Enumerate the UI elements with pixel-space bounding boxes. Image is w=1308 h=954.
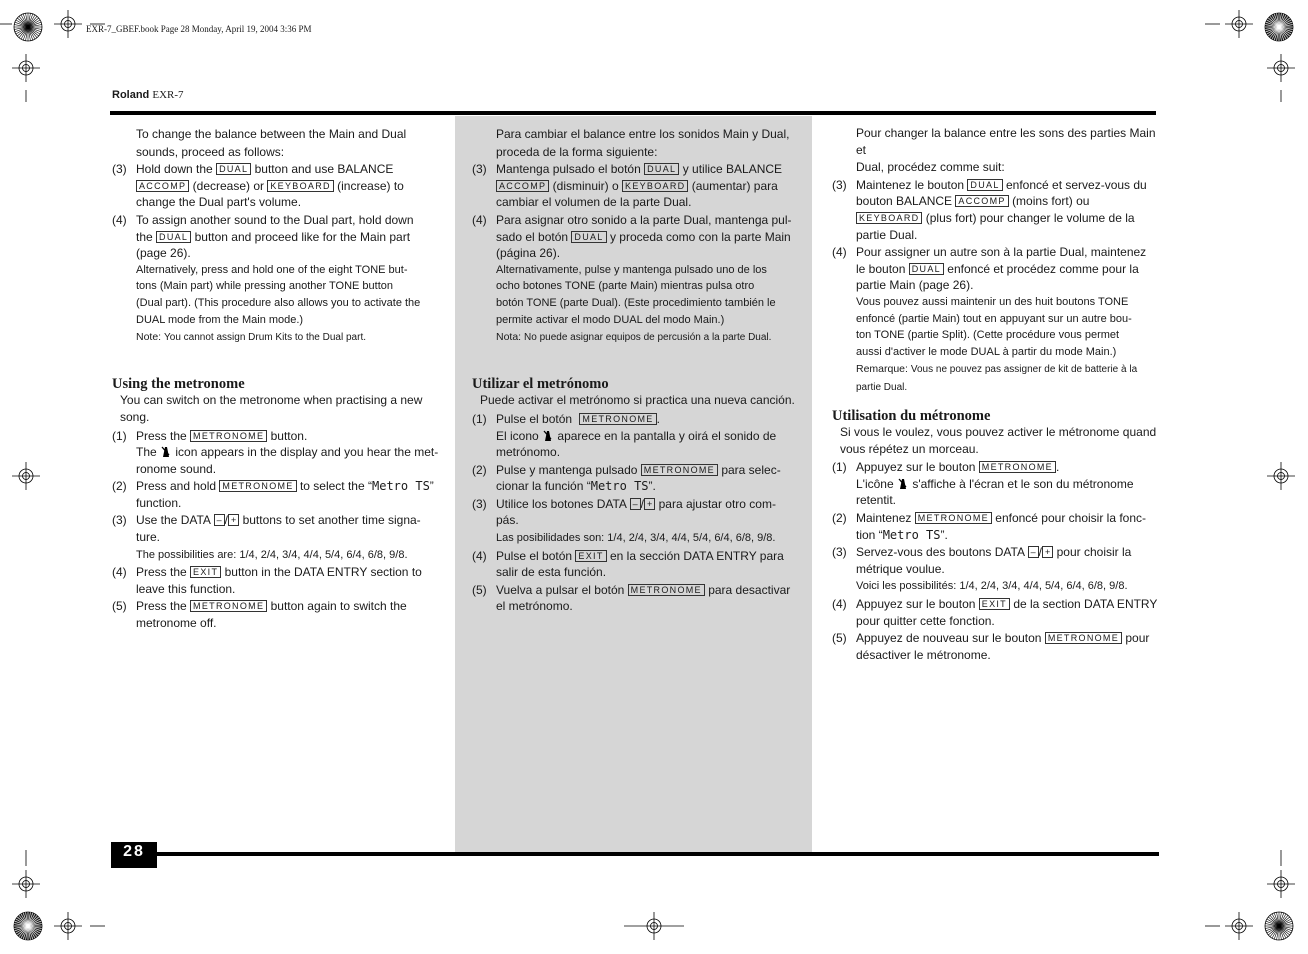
sunburst-ray [1270, 926, 1279, 937]
exit-button: EXIT [190, 566, 221, 578]
sunburst-ray [15, 926, 28, 931]
registration-mark [12, 870, 40, 898]
sunburst-ray [17, 917, 28, 926]
sunburst-ray [1272, 914, 1279, 926]
sunburst-ray [26, 912, 28, 926]
page-header [112, 89, 184, 101]
sunburst-ray [23, 27, 28, 40]
step-3-metronome: (3) Use the DATA – / + buttons to set another time signa- ture. [112, 513, 421, 545]
french-column [832, 125, 1162, 663]
plus-button: + [228, 514, 239, 526]
registration-mark [1267, 54, 1295, 82]
step-1-metronome: (1) Appuyez sur le bouton METRONOME . [832, 460, 1060, 475]
sunburst-ray [1274, 926, 1279, 939]
registration-mark [12, 54, 40, 82]
alternative-text: Alternatively, press and hold one of the eight TONE but- tons (Main part) while pressing another TONE button (Dual part). (This procedure also allows you to activate the DUAL mode from the Main mode.) [136, 263, 421, 326]
sunburst-ray [1279, 27, 1293, 29]
sunburst-ray [26, 926, 28, 940]
sunburst-ray [1279, 912, 1281, 926]
sunburst-ray [1274, 913, 1279, 926]
sunburst-ray [1279, 18, 1290, 27]
footer-rule [157, 852, 1159, 856]
sunburst-ray [1268, 926, 1279, 935]
metronome-icon [160, 445, 172, 458]
step-2-metronome: (2) Maintenez METRONOME enfoncé pour choisir la fonc- tion “Metro TS”. [832, 511, 1147, 542]
sunburst-ray [1279, 926, 1291, 933]
intro-line: Pour changer la balance entre les sons des parties Main et [856, 126, 1156, 157]
sunburst-ray [28, 27, 39, 36]
metronome-button: METRONOME [628, 584, 705, 596]
sunburst-ray [1279, 926, 1288, 937]
registration-mark [624, 912, 684, 940]
sunburst-ray [28, 27, 37, 38]
intro-line: sounds, proceed as follows: [136, 144, 285, 159]
step-5-metronome: (5) Vuelva a pulsar el botón METRONOME para desactivar el metrónomo. [472, 582, 791, 614]
sunburst-ray [28, 912, 30, 926]
sunburst-ray [28, 919, 40, 926]
sunburst-ray [28, 27, 42, 29]
sunburst-ray [28, 27, 40, 34]
section-heading: Utilizar el metrónomo [472, 375, 609, 392]
sunburst-ray [26, 27, 28, 41]
sunburst-ray [1266, 921, 1279, 926]
sunburst-ray [1279, 27, 1284, 40]
section-heading: Using the metronome [112, 375, 245, 392]
step-1-detail: El icono aparece en la pantalla y oirá el sonido de metrónomo. [496, 428, 777, 460]
sunburst-ray [1279, 926, 1281, 940]
step-2-metronome: (2) Press and hold METRONOME to select the “Metro TS” function. [112, 479, 434, 510]
possibilities: Voici les possibilités: 1/4, 2/4, 3/4, 4/4, 5/4, 6/4, 6/8, 9/8. [856, 580, 1128, 593]
sunburst-ray [1279, 919, 1291, 926]
step-3-dual: (3) Mantenga pulsado el botón DUAL y utilice BALANCE ACCOMP (disminuir) o KEYBOARD (aumentar) para cambiar el volumen de la parte Dual. [472, 162, 783, 210]
registration-mark [54, 10, 82, 38]
sunburst-ray [1268, 917, 1279, 926]
sunburst-ray [1267, 20, 1279, 27]
exit-button: EXIT [979, 598, 1010, 610]
sunburst-ray [28, 926, 33, 939]
dual-button: DUAL [909, 263, 944, 275]
sunburst-ray [14, 926, 28, 928]
sunburst-ray [1267, 926, 1279, 933]
sunburst-ray [28, 18, 39, 27]
sunburst-ray [1279, 22, 1292, 27]
sunburst-ray [14, 25, 28, 27]
metronome-button: METRONOME [190, 430, 267, 442]
step-2-metronome: (2) Pulse y mantenga pulsado METRONOME para selec- cionar la función “Metro TS”. [472, 462, 781, 494]
sunburst-ray [1272, 27, 1279, 39]
sunburst-ray [17, 27, 28, 36]
keyboard-button: KEYBOARD [267, 180, 333, 192]
step-3-dual: (3) Hold down the DUAL button and use BALANCE ACCOMP (decrease) or KEYBOARD (increase) to change the Dual part's volume. [112, 162, 404, 210]
step-3-metronome: (3) Utilice los botones DATA – / + para ajustar otro com- pás. [472, 496, 776, 528]
accomp-button: ACCOMP [496, 180, 549, 192]
step-5-metronome: (5) Appuyez de nouveau sur le bouton METRONOME pour désactiver le métronome. [832, 631, 1150, 662]
sunburst-ray [1279, 926, 1284, 939]
sunburst-ray [15, 22, 28, 27]
sunburst-bottom-left [14, 912, 42, 940]
sunburst-ray [28, 22, 41, 27]
sunburst-ray [28, 15, 35, 27]
header-rule [110, 111, 1156, 115]
plus-button: + [1042, 546, 1053, 558]
metronome-button: METRONOME [190, 600, 267, 612]
step-1-detail: The icon appears in the display and you hear the met- ronome sound. [136, 445, 439, 476]
sunburst-ray [28, 27, 33, 40]
model-name: EXR-7 [152, 89, 184, 101]
sunburst-ray [1279, 27, 1291, 34]
registration-mark [1267, 462, 1295, 490]
step-1-detail: L'icône s'affiche à l'écran et le son du métronome retentit. [856, 476, 1134, 508]
sunburst-ray [1279, 27, 1288, 38]
sunburst-ray [28, 926, 40, 933]
sunburst-ray [1265, 25, 1279, 27]
sunburst-ray [28, 27, 30, 41]
minus-button: – [630, 498, 641, 510]
dual-button: DUAL [644, 163, 679, 175]
dual-button: DUAL [216, 163, 251, 175]
sunburst-ray [1267, 919, 1279, 926]
dual-button: DUAL [156, 231, 191, 243]
step-4-dual: (4) To assign another sound to the Dual part, hold down the DUAL button and proceed like for the Main part (page 26). [112, 212, 414, 261]
plus-button: + [644, 498, 655, 510]
sunburst-ray [16, 926, 28, 933]
sunburst-ray [28, 926, 42, 928]
alternative-text: Alternativamente, pulse y mantenga pulsado uno de los ocho botones TONE (parte Main) mientras pulsa otro botón TONE (parte Dual). (Este procedimiento también le permite activar el modo DUAL del modo Main.) [496, 263, 776, 326]
sunburst-ray [28, 926, 37, 937]
sunburst-ray [1279, 915, 1288, 926]
sunburst-ray [21, 914, 28, 926]
sunburst-ray [28, 926, 41, 931]
step-4-dual: (4) Pour assigner un autre son à la partie Dual, maintenez le bouton DUAL enfoncé et procédez comme pour la partie Main (page 26). [832, 245, 1147, 293]
accomp-button: ACCOMP [955, 195, 1008, 207]
section-heading: Utilisation du métronome [832, 407, 991, 424]
english-column [112, 126, 442, 632]
sunburst-ray [1277, 912, 1279, 926]
sunburst-ray [28, 917, 39, 926]
lcd-text: Metro TS [882, 527, 941, 542]
sunburst-top-left [14, 13, 42, 41]
sunburst-ray [1265, 924, 1279, 926]
metronome-button: METRONOME [915, 512, 992, 524]
sunburst-top-right [1265, 13, 1293, 41]
sunburst-ray [21, 15, 28, 27]
metronome-button: METRONOME [219, 480, 296, 492]
sunburst-ray [19, 27, 28, 38]
registration-mark [12, 462, 40, 490]
possibilities: The possibilities are: 1/4, 2/4, 3/4, 4/4, 5/4, 6/4, 6/8, 9/8. [136, 548, 408, 561]
sunburst-ray [1279, 27, 1286, 39]
intro-line: proceda de la forma siguiente: [496, 144, 658, 159]
lcd-text: Metro TS [590, 479, 649, 494]
step-4-dual: (4) Para asignar otro sonido a la parte Dual, mantenga pul- sado el botón DUAL y proceda como con la parte Main (página 26). [472, 212, 792, 261]
sunburst-ray [17, 18, 28, 27]
sunburst-ray [1279, 14, 1284, 27]
sunburst-ray [1270, 915, 1279, 926]
dual-button: DUAL [571, 231, 606, 243]
sunburst-ray [26, 13, 28, 27]
alternative-text: Vous pouvez aussi maintenir un des huit boutons TONE enfoncé (partie Main) tout en appuyant sur un autre bou- ton TONE (partie Split). (Cette procédure vous permet aussi d'activer le mode DUAL à partir du mode Main.) [856, 295, 1132, 358]
sunburst-ray [1267, 27, 1279, 34]
note: Note: You cannot assign Drum Kits to the Dual part. [136, 331, 366, 344]
sunburst-ray [1266, 926, 1279, 931]
keyboard-button: KEYBOARD [622, 180, 688, 192]
sunburst-ray [1279, 27, 1281, 41]
sunburst-ray [28, 914, 35, 926]
sunburst-ray [28, 25, 42, 27]
step-4-metronome: (4) Pulse el botón EXIT en la sección DATA ENTRY para salir de esta función. [472, 548, 784, 580]
sunburst-ray [1279, 926, 1286, 938]
sunburst-ray [19, 926, 28, 937]
metronome-button: METRONOME [579, 413, 656, 425]
sunburst-ray [28, 921, 41, 926]
lcd-text: Metro TS [372, 479, 430, 494]
registration-mark [54, 912, 82, 940]
sunburst-ray [14, 924, 28, 926]
sunburst-ray [21, 27, 28, 39]
sunburst-ray [28, 915, 37, 926]
sunburst-ray [1279, 27, 1292, 32]
sunburst-ray [28, 16, 37, 27]
metronome-icon [542, 429, 554, 442]
sunburst-ray [1274, 27, 1279, 40]
metronome-button: METRONOME [641, 464, 718, 476]
sunburst-ray [28, 926, 30, 940]
sunburst-ray [1268, 27, 1279, 36]
sunburst-ray [1270, 16, 1279, 27]
sunburst-ray [14, 27, 28, 29]
sunburst-ray [1272, 15, 1279, 27]
sunburst-ray [1277, 13, 1279, 27]
sunburst-ray [1279, 25, 1293, 27]
section-intro: Si vous le voulez, vous pouvez activer le métronome quand vous répétez un morceau. [840, 425, 1157, 456]
registration-mark [1267, 870, 1295, 898]
sunburst-ray [1274, 14, 1279, 27]
metronome-icon [897, 477, 909, 490]
note: Remarque: Vous ne pouvez pas assigner de kit de batterie à la partie Dual. [856, 363, 1138, 393]
sunburst-bottom-right [1265, 912, 1293, 940]
sunburst-ray [1277, 27, 1279, 41]
sunburst-ray [1265, 27, 1279, 29]
registration-mark [1225, 912, 1253, 940]
step-4-metronome: (4) Press the EXIT button in the DATA ENTRY section to leave this function. [112, 565, 422, 596]
sunburst-ray [19, 16, 28, 27]
sunburst-ray [1279, 20, 1291, 27]
sunburst-ray [1279, 27, 1290, 36]
exit-button: EXIT [575, 550, 606, 562]
intro-line: Dual, procédez comme suit: [856, 160, 1005, 175]
step-4-metronome: (4) Appuyez sur le bouton EXIT de la section DATA ENTRY pour quitter cette fonction. [832, 597, 1158, 628]
metronome-button: METRONOME [1045, 632, 1122, 644]
minus-button: – [214, 514, 225, 526]
sunburst-ray [1279, 921, 1292, 926]
sunburst-ray [28, 27, 35, 39]
page-number: 28 [123, 843, 145, 860]
sunburst-ray [1270, 27, 1279, 38]
metronome-button: METRONOME [979, 461, 1056, 473]
sunburst-ray [1279, 926, 1292, 931]
step-5-metronome: (5) Press the METRONOME button again to switch the metronome off. [112, 599, 407, 631]
sunburst-ray [28, 27, 41, 32]
step-3-metronome: (3) Servez-vous des boutons DATA – / + pour choisir la métrique voulue. [832, 545, 1132, 576]
sunburst-ray [23, 913, 28, 926]
section-intro: Puede activar el metrónomo si practica una nueva canción. [480, 393, 795, 408]
intro-line: To change the balance between the Main and Dual [136, 127, 407, 141]
sunburst-ray [1279, 13, 1281, 27]
sunburst-ray [28, 926, 35, 938]
sunburst-ray [1279, 926, 1293, 928]
sunburst-ray [15, 921, 28, 926]
sunburst-ray [16, 919, 28, 926]
sunburst-ray [1279, 924, 1293, 926]
sunburst-ray [23, 14, 28, 27]
sunburst-ray [17, 926, 28, 935]
registration-mark [1225, 10, 1253, 38]
dual-button: DUAL [967, 179, 1002, 191]
brand-name: Roland [112, 89, 150, 101]
sunburst-ray [1279, 914, 1286, 926]
sunburst-ray [1277, 926, 1279, 940]
sunburst-ray [1268, 18, 1279, 27]
intro-line: Para cambiar el balance entre los sonidos Main y Dual, [496, 127, 790, 141]
sunburst-ray [1266, 27, 1279, 32]
sunburst-ray [1266, 22, 1279, 27]
sunburst-ray [1265, 926, 1279, 928]
sunburst-ray [16, 27, 28, 34]
possibilities: Las posibilidades son: 1/4, 2/4, 3/4, 4/4, 5/4, 6/4, 6/8, 9/8. [496, 532, 776, 545]
sunburst-ray [28, 926, 39, 935]
minus-button: – [1028, 546, 1039, 558]
note: Nota: No puede asignar equipos de percusión a la parte Dual. [496, 331, 772, 344]
sunburst-ray [28, 913, 33, 926]
sunburst-ray [28, 20, 40, 27]
sunburst-ray [15, 27, 28, 32]
sunburst-ray [19, 915, 28, 926]
file-info: EXR-7_GBEF.book Page 28 Monday, April 19, 2004 3:36 PM [86, 24, 312, 34]
accomp-button: ACCOMP [136, 180, 189, 192]
sunburst-ray [16, 20, 28, 27]
sunburst-ray [23, 926, 28, 939]
sunburst-ray [1272, 926, 1279, 938]
spanish-column [472, 126, 802, 615]
sunburst-ray [1279, 926, 1290, 935]
sunburst-ray [1279, 917, 1290, 926]
keyboard-button: KEYBOARD [856, 212, 922, 224]
sunburst-ray [1279, 16, 1288, 27]
sunburst-ray [28, 13, 30, 27]
sunburst-ray [1279, 913, 1284, 926]
sunburst-ray [28, 14, 33, 27]
step-3-dual: (3) Maintenez le bouton DUAL enfoncé et servez-vous du bouton BALANCE ACCOMP (moins fort) ou KEYBOARD (plus fort) pour changer le volume de la partie Dual. [832, 177, 1147, 242]
sunburst-ray [21, 926, 28, 938]
sunburst-ray [1279, 15, 1286, 27]
section-intro: You can switch on the metronome when practising a new song. [120, 393, 423, 424]
sunburst-ray [28, 924, 42, 926]
step-1-metronome: (1) Press the METRONOME button. [112, 428, 308, 443]
step-1-metronome: (1) Pulse el botón METRONOME . [472, 411, 660, 426]
